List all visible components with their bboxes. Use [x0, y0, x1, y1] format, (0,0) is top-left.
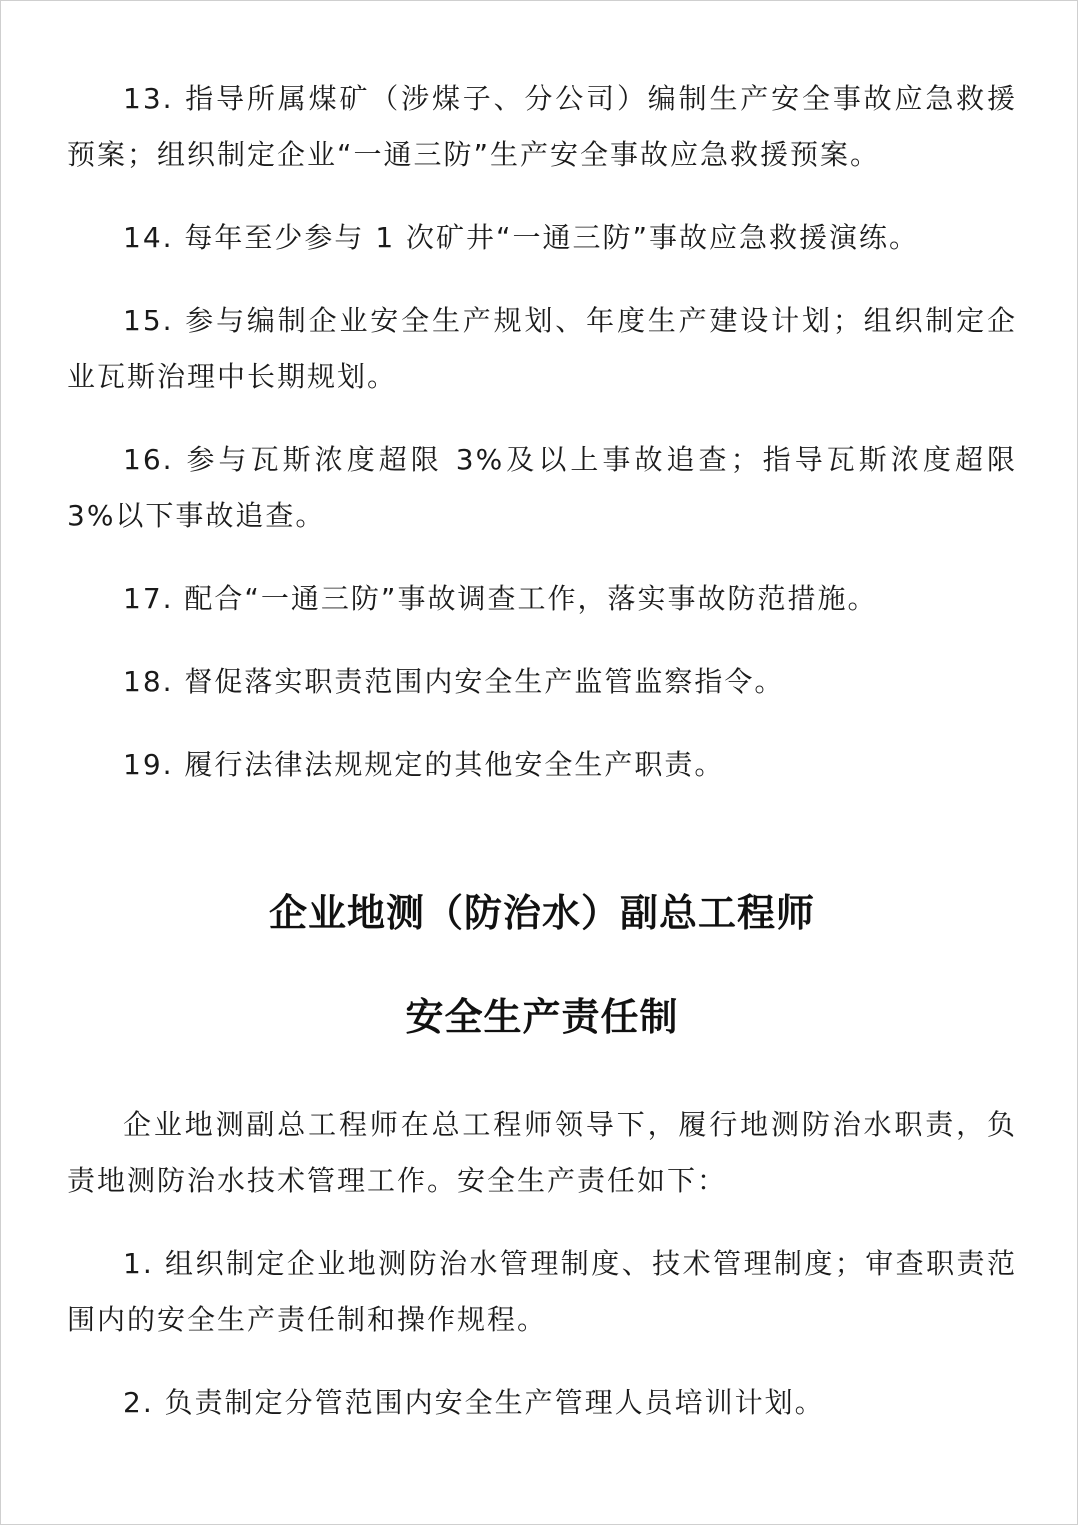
list-item-16: 16. 参与瓦斯浓度超限 3%及以上事故追查；指导瓦斯浓度超限 3%以下事故追查。: [67, 443, 1017, 532]
list-item-15: 15. 参与编制企业安全生产规划、年度生产建设计划；组织制定企业瓦斯治理中长期规划。: [67, 304, 1017, 393]
list-item-19: 19. 履行法律法规规定的其他安全生产职责。: [123, 748, 725, 781]
list-item-18: 18. 督促落实职责范围内安全生产监管监察指令。: [123, 665, 785, 698]
section-title-line2: 安全生产责任制: [405, 994, 679, 1039]
list-item-17: 17. 配合“一通三防”事故调查工作，落实事故防范措施。: [123, 582, 878, 615]
section-title-line1: 企业地测（防治水）副总工程师: [268, 890, 815, 935]
section-intro: 企业地测副总工程师在总工程师领导下，履行地测防治水职责，负责地测防治水技术管理工作。安全生产责任如下：: [67, 1108, 1017, 1197]
document-body: [67, 71, 1017, 1458]
list-item-13: 13. 指导所属煤矿（涉煤子、分公司）编制生产安全事故应急救援预案；组织制定企业“一通三防”生产安全事故应急救援预案。: [67, 82, 1017, 171]
section-item-1: 1. 组织制定企业地测防治水管理制度、技术管理制度；审查职责范围内的安全生产责任制和操作规程。: [67, 1247, 1017, 1336]
list-item-14: 14. 每年至少参与 1 次矿井“一通三防”事故应急救援演练。: [123, 221, 920, 254]
section-item-2: 2. 负责制定分管范围内安全生产管理人员培训计划。: [123, 1386, 825, 1419]
